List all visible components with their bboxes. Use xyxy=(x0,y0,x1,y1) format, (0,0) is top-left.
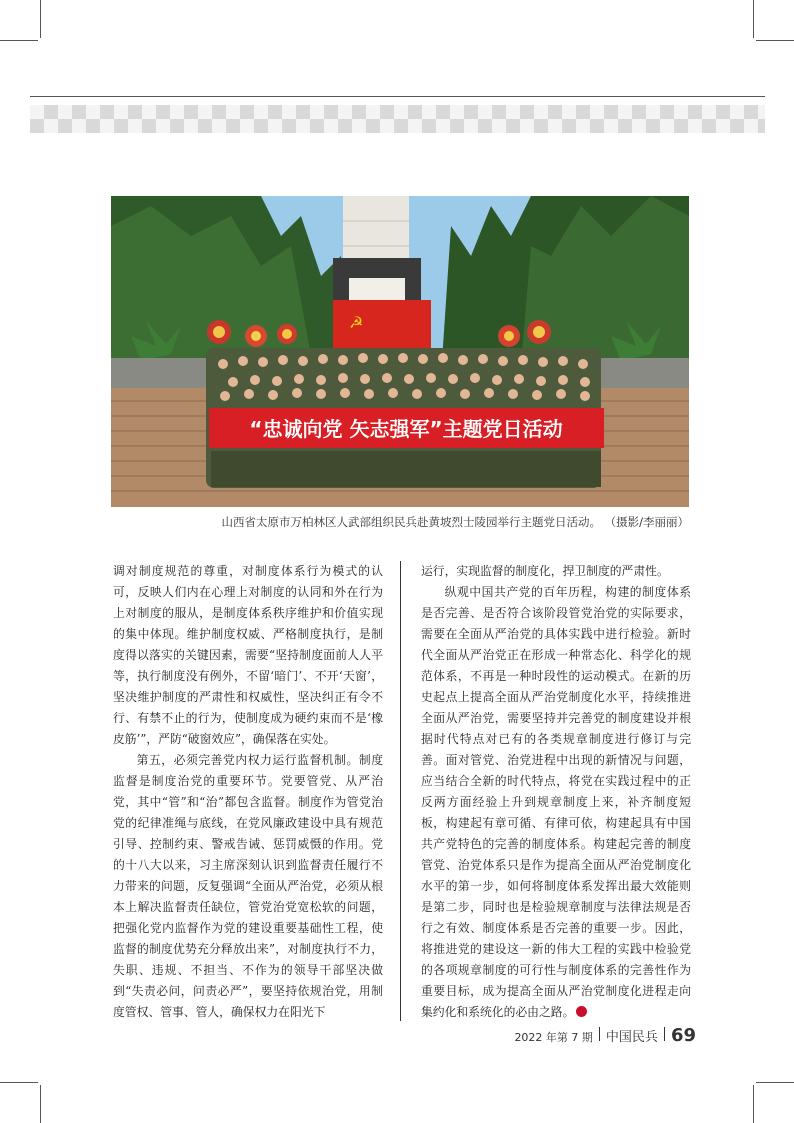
crop-mark xyxy=(756,40,794,41)
article-column-right xyxy=(421,561,691,1023)
paragraph: 第五，必须完善党内权力运行监督机制。制度监督是制度治党的重要环节。党要管党、从严治党，其中“管”和“治”都包含监督。制度作为管党治党的纪律准绳与底线，在党风廉政建设中具有规范引导、控制约束、警戒告诫、惩罚威慑的作用。党的十八大以来，习主席深刻认识到监督责任履行不力带来的问题，反复强调“全面从严治党，必须从根本上解决监督责任缺位，管党治党宽松软的问题，把强化党内监督作为党的建设重要基础性工程，使监督的制度优势充分释放出来”，对制度执行不力，失职、违规、不担当、不作为的领导干部坚决做到“失责必问，问责必严”，要坚持依规治党，用制度管权、管事、管人，确保权力在阳光下 xyxy=(113,753,383,1019)
footer-separator xyxy=(599,1027,600,1041)
paragraph: 运行，实现监督的制度化，捍卫制度的严肃性。 xyxy=(421,564,669,578)
column-divider xyxy=(400,561,401,1021)
crop-mark xyxy=(40,1085,41,1123)
photo-caption xyxy=(111,514,689,530)
svg-text:☭: ☭ xyxy=(349,313,364,332)
paragraph-text: 纵观中国共产党的百年历程，构建的制度体系是否完善、是否符合该阶段管党治党的实际要求，需要在全面从严治党的具体实践中进行检验。新时代全面从严治党正在形成一种常态化、科学化的规范体系，不再是一种时段性的运动模式。在新的历史起点上提高全面从严治党制度化水平，持续推进全面从严治党，需要坚持并完善党的制度建设并根据时代特点对已有的各类规章制度进行修订与完善。面对管党、治党进程中出现的新情况与问题，应当结合全新的时代特点，将党在实践过程中的正反两方面经验上升到规章制度上来，补齐制度短板，构建起有章可循、有律可依，构建起具有中国共产党特色的完善的制度体系。构建起完善的制度管党、治党体系只是作为提高全面从严治党制度化水平的第一步，如何将制度体系发挥出最大效能则是第二步，同时也是检验规章制度与法律法规是否行之有效、制度体系是否完善的重要一步。因此，将推进党的建设这一新的伟大工程的实践中检验党的各项规章制度的可行性与制度体系的完善性作为重要目标，成为提高全面从严治党制度化进程走向集约化和系统化的必由之路。 xyxy=(421,585,691,1019)
end-mark-icon xyxy=(576,1006,587,1017)
article-column-left xyxy=(113,561,383,1023)
page-number: 69 xyxy=(670,1025,696,1046)
banner-text: “忠诚向党 矢志强军”主题党日活动 xyxy=(249,417,563,441)
paragraph xyxy=(421,582,691,1023)
crop-mark xyxy=(756,1082,794,1083)
checker-pattern xyxy=(30,105,765,133)
page-footer xyxy=(514,1025,696,1046)
magazine-name: 中国民兵 xyxy=(605,1030,658,1045)
paragraph: 调对制度规范的尊重，对制度体系行为模式的认可，反映人们内在心理上对制度的认同和外在行为上对制度的服从，是制度体系秩序维护和价值实现的集中体现。维护制度权威、严格制度执行，是制度得以落实的关键因素，需要“坚持制度面前人人平等，执行制度没有例外，不留‘暗门’、不开‘天窗’，坚决维护制度的严肃性和权威性，坚决纠正有令不行、有禁不止的行为，使制度成为硬约束而不是‘橡皮筋’”，严防“破窗效应”，确保落在实处。 xyxy=(113,564,383,746)
caption-credit: （摄影/李丽丽） xyxy=(604,515,689,529)
crop-mark xyxy=(753,0,754,38)
article-photo xyxy=(111,196,689,507)
header-band xyxy=(30,96,765,137)
crop-mark xyxy=(753,1085,754,1123)
crop-mark xyxy=(0,1082,38,1083)
issue-label: 2022 年第 7 期 xyxy=(514,1031,593,1044)
caption-text: 山西省太原市万柏林区人武部组织民兵赴黄坡烈士陵园举行主题党日活动。 xyxy=(221,515,601,529)
party-flag xyxy=(333,300,431,352)
crop-mark xyxy=(40,0,41,38)
photo-illustration xyxy=(111,196,689,507)
crop-mark xyxy=(0,40,38,41)
footer-separator xyxy=(664,1027,665,1041)
